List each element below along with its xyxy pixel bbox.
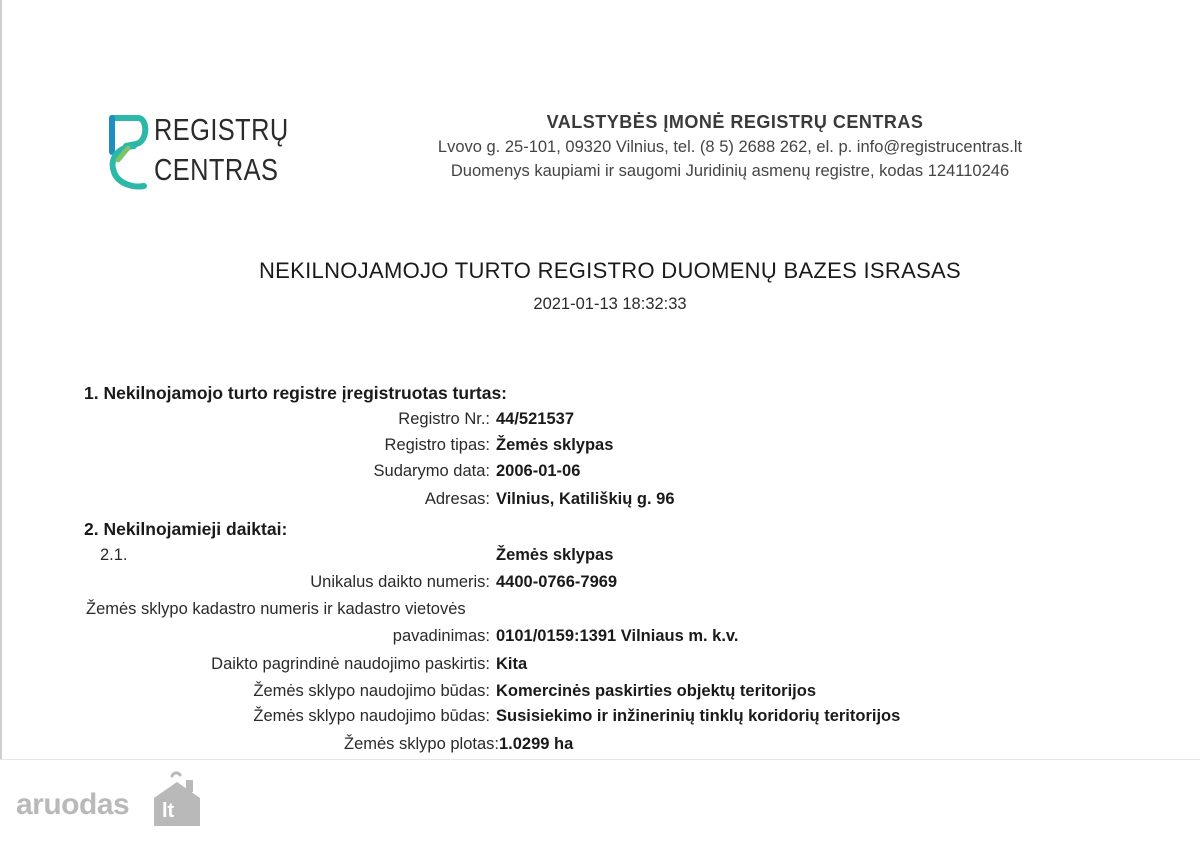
org-name: VALSTYBĖS ĮMONĖ REGISTRŲ CENTRAS <box>546 112 924 132</box>
field-land-use-1 <box>0 682 1200 706</box>
field-value: 2006-01-06 <box>496 462 581 480</box>
field-value: Žemės sklypas <box>496 436 614 454</box>
field-label: Žemės sklypo plotas: <box>344 735 499 753</box>
field-unique-number <box>0 573 1200 597</box>
field-value: 44/521537 <box>496 410 574 428</box>
field-label: pavadinimas: <box>392 627 490 645</box>
field-label: Unikalus daikto numeris: <box>310 573 490 591</box>
registru-centras-logo <box>104 112 289 196</box>
field-land-use-2 <box>0 707 1200 731</box>
field-creation-date <box>0 462 1200 486</box>
house-logo-icon <box>150 770 204 828</box>
org-register-note: Duomenys kaupiami ir saugomi Juridinių asmenų registre, kodas 124110246 <box>450 162 1010 180</box>
cadastre-label-line1: Žemės sklypo kadastro numeris ir kadastro vietovės <box>86 600 466 618</box>
field-label: Registro tipas: <box>384 436 490 454</box>
field-cadastre <box>0 627 1200 651</box>
watermark-suffix: lt <box>162 800 175 822</box>
field-label: Žemės sklypo naudojimo būdas: <box>253 682 490 700</box>
field-main-purpose <box>0 655 1200 679</box>
page-bottom-edge <box>0 759 1200 760</box>
item-number: 2.1. <box>100 546 128 564</box>
field-value: Susisiekimo ir inžinerinių tinklų koridorių teritorijos <box>496 707 901 725</box>
logo-text-line1: REGISTRŲ <box>154 112 289 147</box>
field-label: Sudarymo data: <box>373 462 490 480</box>
field-value: 0101/0159:1391 Vilniaus m. k.v. <box>496 627 739 645</box>
field-registry-number <box>0 410 1200 434</box>
field-label: Žemės sklypo naudojimo būdas: <box>253 707 490 725</box>
field-label: Registro Nr.: <box>398 410 490 428</box>
field-land-area <box>344 735 573 754</box>
watermark-text: aruodas <box>16 788 130 821</box>
section2-heading: 2. Nekilnojamieji daiktai: <box>84 519 288 539</box>
organization-header <box>420 112 1040 181</box>
aruodas-watermark <box>16 770 206 830</box>
rc-logo-mark-icon <box>104 112 150 192</box>
field-registry-type <box>0 436 1200 460</box>
field-label: Daikto pagrindinė naudojimo paskirtis: <box>211 655 490 673</box>
section1-heading: 1. Nekilnojamojo turto registre įregistruotas turtas: <box>84 383 507 403</box>
field-address <box>0 490 1200 514</box>
field-label: Adresas: <box>424 490 490 508</box>
field-value: 4400-0766-7969 <box>496 573 618 591</box>
field-value: 1.0299 ha <box>498 735 574 753</box>
field-value: Vilnius, Katiliškių g. 96 <box>496 490 675 508</box>
item-name: Žemės sklypas <box>496 546 614 564</box>
field-value: Komercinės paskirties objektų teritorijos <box>496 682 817 700</box>
document-datetime: 2021-01-13 18:32:33 <box>533 295 687 313</box>
document-title: NEKILNOJAMOJO TURTO REGISTRO DUOMENŲ BAZES ISRASAS <box>258 258 961 283</box>
logo-text-line2: CENTRAS <box>154 152 279 187</box>
org-address: Lvovo g. 25-101, 09320 Vilnius, tel. (8 5) 2688 262, el. p. info@registrucentras.lt <box>437 138 1023 156</box>
field-value: Kita <box>496 655 528 673</box>
